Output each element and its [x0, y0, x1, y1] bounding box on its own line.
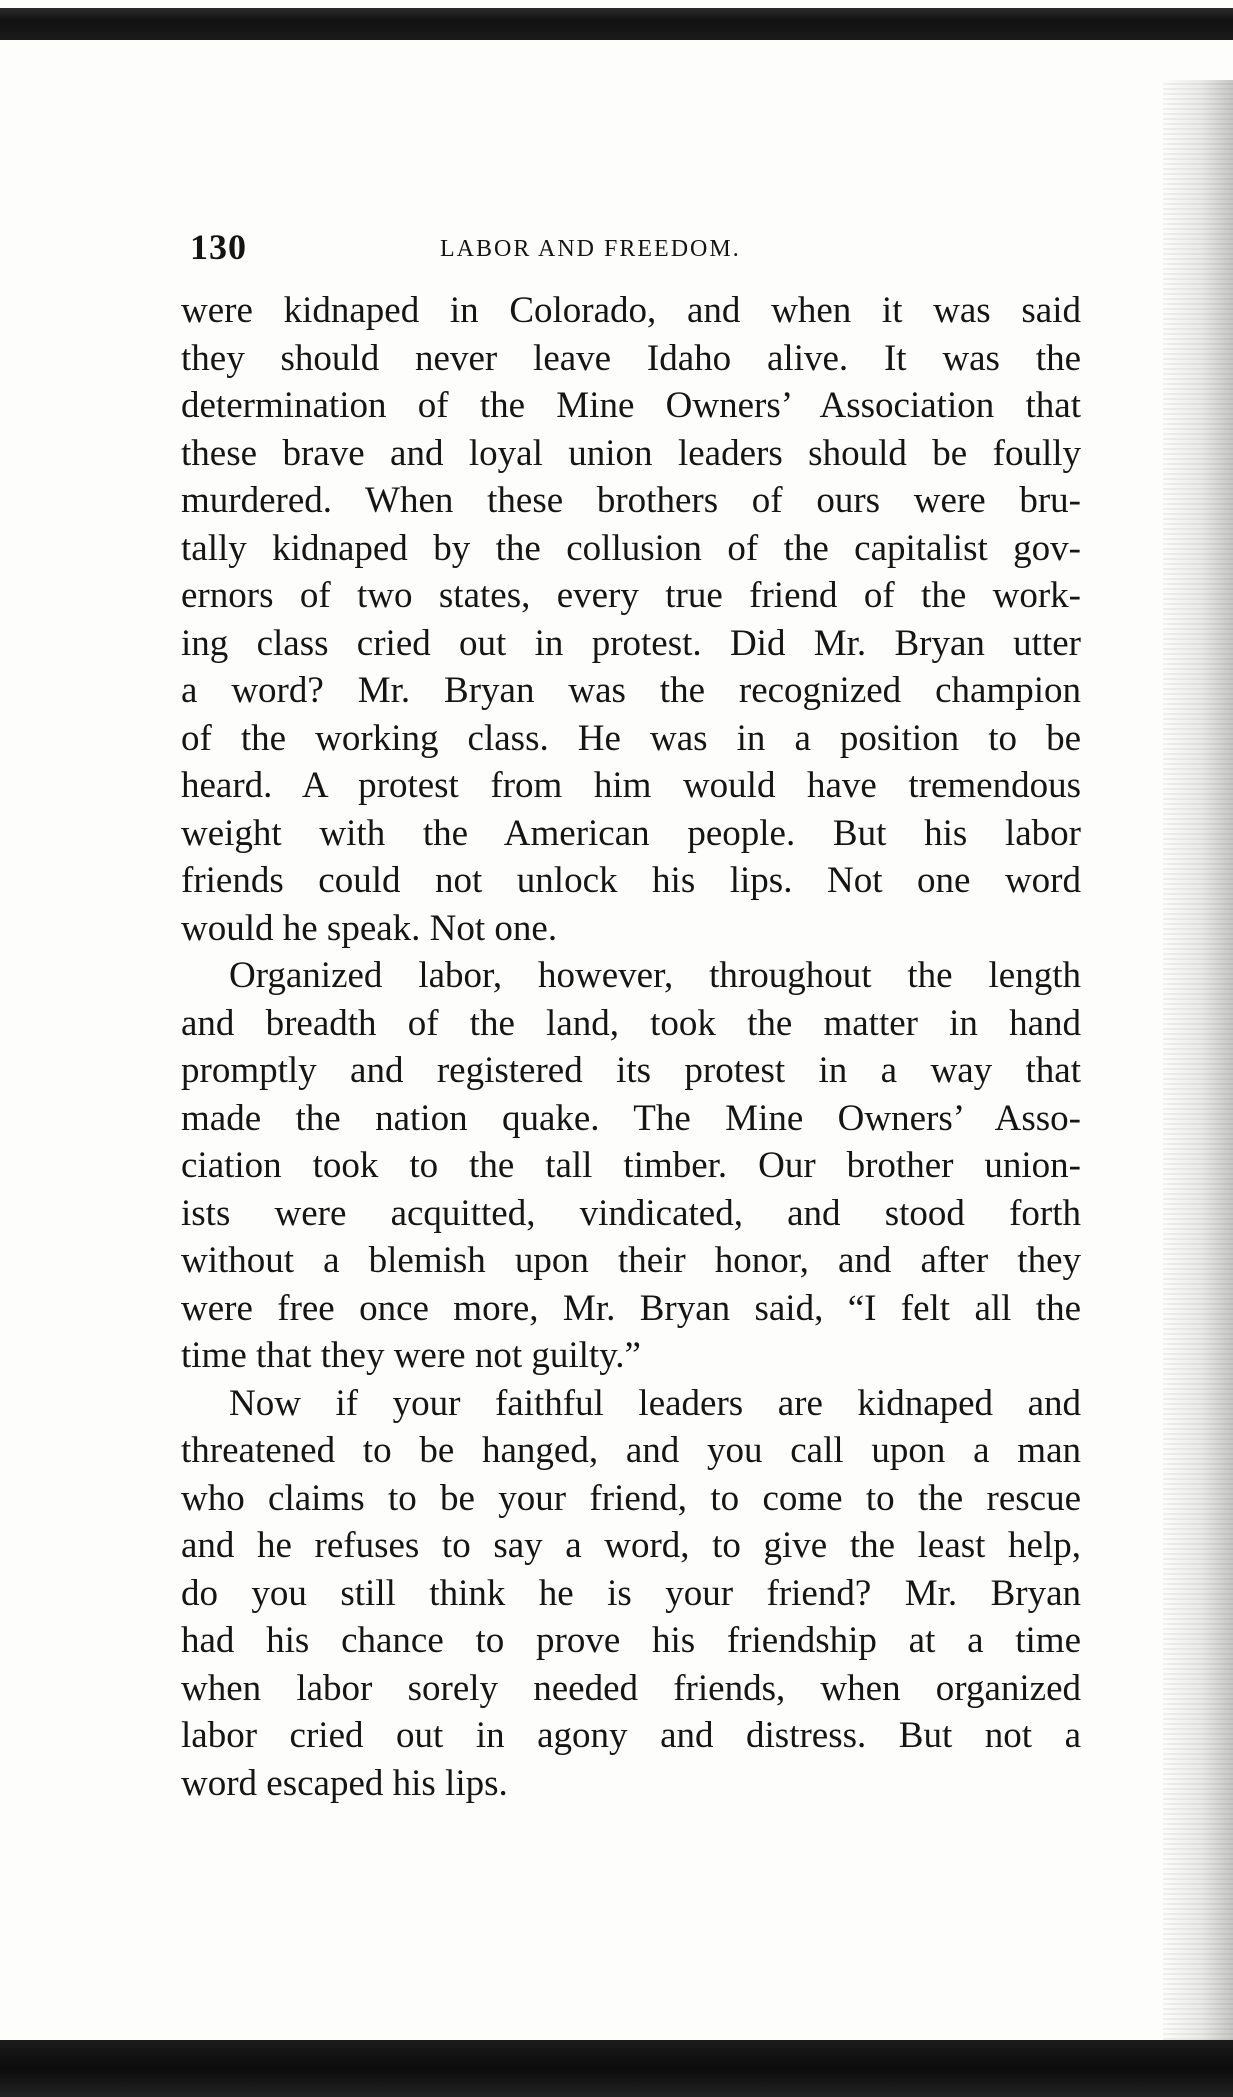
- text-line: and breadth of the land, took the matter in hand: [181, 1002, 1081, 1044]
- text-line: time that they were not guilty.”: [181, 1335, 641, 1376]
- text-line: a word? Mr. Bryan was the recognized champion: [181, 670, 1081, 711]
- text-line: they should never leave Idaho alive. It was the: [181, 337, 1081, 379]
- text-line: word escaped his lips.: [181, 1762, 508, 1804]
- text-line: ing class cried out in protest. Did Mr. Bryan utter: [181, 622, 1081, 664]
- text-line: tally kidnaped by the collusion of the capitalist gov-: [181, 527, 1081, 569]
- text-line: ists were acquitted, vindicated, and stood forth: [181, 1192, 1081, 1234]
- text-line: heard. A protest from him would have tremendous: [181, 765, 1081, 806]
- text-line: threatened to be hanged, and you call upon a man: [181, 1430, 1081, 1471]
- text-line: ernors of two states, every true friend of the work-: [181, 575, 1081, 616]
- text-line: would he speak. Not one.: [181, 907, 558, 949]
- paragraph-1: [181, 287, 1081, 952]
- text-line: Organized labor, however, throughout the length: [229, 955, 1081, 996]
- text-line: murdered. When these brothers of ours were bru-: [181, 480, 1081, 521]
- text-line: Now if your faithful leaders are kidnaped and: [229, 1382, 1081, 1424]
- paragraph-3: [181, 1380, 1081, 1808]
- text-line: were free once more, Mr. Bryan said, “I felt all the: [181, 1287, 1081, 1329]
- text-line: made the nation quake. The Mine Owners’ Asso-: [181, 1097, 1081, 1139]
- scan-border-top: [0, 8, 1233, 40]
- page-number: 130: [190, 227, 247, 267]
- text-line: when labor sorely needed friends, when organized: [181, 1667, 1081, 1709]
- page-header: [190, 226, 1080, 276]
- text-line: these brave and loyal union leaders should be foully: [181, 432, 1081, 474]
- text-line: of the working class. He was in a position to be: [181, 717, 1081, 759]
- running-head: LABOR AND FREEDOM.: [440, 236, 741, 262]
- text-line: labor cried out in agony and distress. But not a: [181, 1715, 1081, 1756]
- text-line: without a blemish upon their honor, and after they: [181, 1240, 1081, 1281]
- body-text: [181, 287, 1081, 1807]
- text-line: were kidnaped in Colorado, and when it was said: [181, 290, 1081, 331]
- paragraph-2: [181, 952, 1081, 1380]
- text-line: weight with the American people. But his labor: [181, 812, 1081, 854]
- text-line: do you still think he is your friend? Mr. Bryan: [181, 1572, 1081, 1614]
- text-line: had his chance to prove his friendship at a time: [181, 1620, 1081, 1661]
- text-line: ciation took to the tall timber. Our brother union-: [181, 1145, 1081, 1186]
- scan-border-bottom: [0, 2040, 1233, 2097]
- page-edge-shadow: [1163, 80, 1233, 2040]
- text-line: friends could not unlock his lips. Not one word: [181, 860, 1081, 901]
- text-line: promptly and registered its protest in a way that: [181, 1050, 1081, 1091]
- text-line: who claims to be your friend, to come to the rescue: [181, 1477, 1081, 1519]
- text-line: and he refuses to say a word, to give the least help,: [181, 1525, 1081, 1566]
- text-line: determination of the Mine Owners’ Association that: [181, 385, 1081, 426]
